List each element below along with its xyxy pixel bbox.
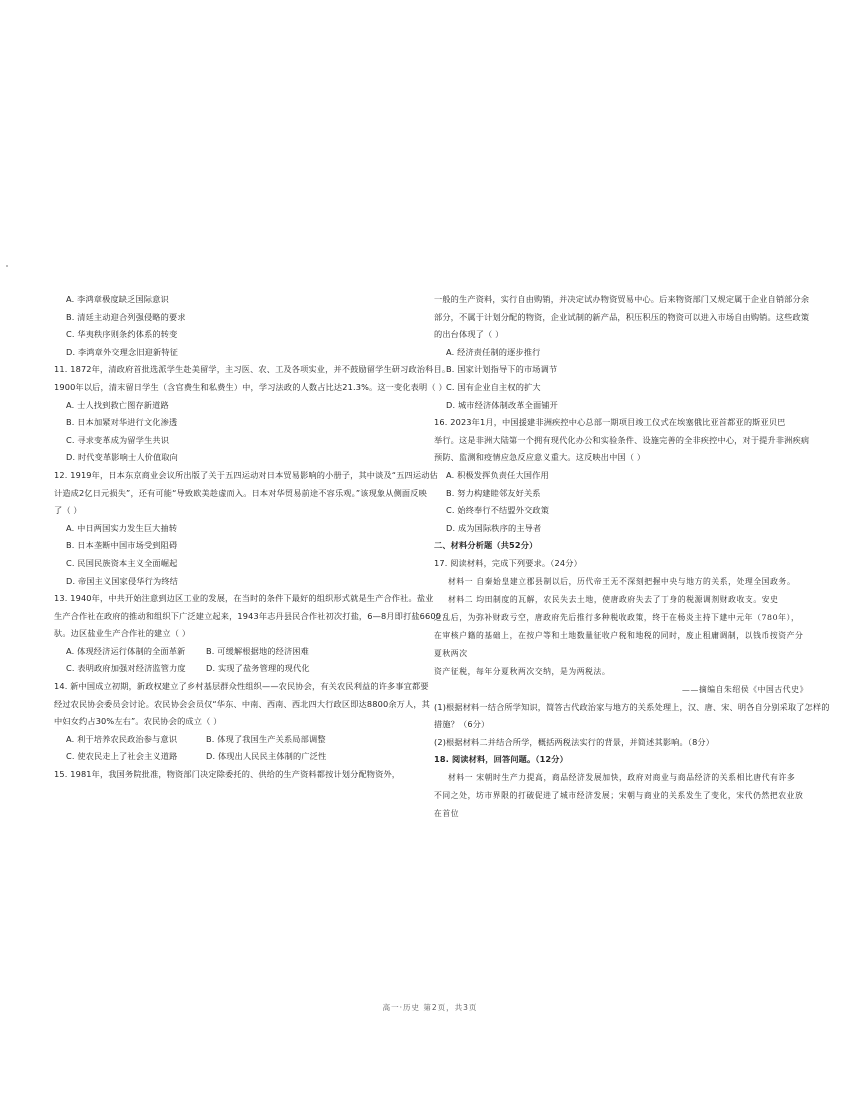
- q13-option-a: A. 体现经济运行体制的全面革新: [66, 645, 186, 656]
- section-title: 二、材料分析题（共52分）: [434, 540, 538, 551]
- q17-material-2-line: 材料二 均田制度的瓦解，农民失去土地，使唐政府失去了丁身的税源调剂财政收支。安史: [448, 594, 779, 604]
- scan-speck: [6, 265, 8, 267]
- q11-stem-line: 11. 1872年，清政府首批选派学生赴美留学，主习医、农、工及各项实业，并不鼓励留学生研习政治科目。: [54, 364, 451, 375]
- q16-option-b: B. 努力构建睦邻友好关系: [446, 487, 541, 498]
- q18-material-line: 不同之处，坊市界限的打破促进了城市经济发展；宋朝与商业的关系发生了变化，宋代仍然把农业放在首位: [434, 790, 804, 818]
- q17-material-2-line: 之乱后，为弥补财政亏空，唐政府先后推行多种税收政策，终于在杨炎主持下建中元年（780年），: [434, 612, 800, 622]
- right-column: [434, 291, 830, 823]
- q16-option-c: C. 始终奉行不结盟外交政策: [446, 505, 550, 516]
- q10-option-b: B. 清廷主动迎合列强侵略的要求: [66, 311, 186, 322]
- q11-stem-line: 1900年以后，清末留日学生（含官费生和私费生）中，学习法政的人数占比达21.3%。这一变化表明（ ）: [54, 381, 447, 392]
- q18-stem: 18. 阅读材料，回答问题。（12分）: [434, 754, 568, 765]
- q14-stem-line: 中妇女约占30%左右”。农民协会的成立（ ）: [54, 716, 222, 727]
- q17-material-1: 材料一 自秦始皇建立郡县制以后，历代帝王无不深刻把握中央与地方的关系，处理全国政务。: [448, 576, 796, 586]
- q14-options-row: [54, 731, 420, 749]
- q10-option-d: D. 李鸿章外交理念旧迎新特征: [66, 346, 179, 357]
- q14-stem-line: 经过农民协会委员会讨论。农民协会会员仅“华东、中南、西南、西北四大行政区即达8800余万人，其: [54, 698, 431, 709]
- q17-sub-question-1: (1)根据材料一结合所学知识，简答古代政治家与地方的关系处理上，汉、唐、宋、明各自分别采取了怎样的: [434, 701, 830, 712]
- q15-stem-line: 部分，不属于计划分配的物资，企业试制的新产品，积压积压的物资可以进入市场自由购销。这些政策: [434, 311, 810, 322]
- q16-option-d: D. 成为国际秩序的主导者: [446, 522, 542, 533]
- q14-options-row: [54, 748, 420, 766]
- q15-option-a: A. 经济责任制的逐步推行: [446, 346, 541, 357]
- q15-option-c: C. 国有企业自主权的扩大: [446, 381, 541, 392]
- q17-sub-question-1: 措施？（6分）: [434, 719, 490, 730]
- material-source: ——摘编自朱绍侯《中国古代史》: [682, 684, 808, 694]
- q13-stem-line: 驮。边区盐业生产合作社的建立（ ）: [54, 628, 191, 639]
- q10-option-c: C. 华夷秩序则条约体系的转变: [66, 329, 178, 340]
- q14-option-c: C. 使农民走上了社会主义道路: [66, 751, 178, 762]
- q17-stem: 17. 阅读材料，完成下列要求。（24分）: [434, 557, 582, 568]
- q16-option-a: A. 积极发挥负责任大国作用: [446, 469, 549, 480]
- q15-option-d: D. 城市经济体制改革全面铺开: [446, 399, 559, 410]
- q11-option-c: C. 寻求变革成为留学生共识: [66, 434, 170, 445]
- q13-option-b: B. 可缓解根据地的经济困难: [206, 645, 309, 656]
- q13-options-row: [54, 660, 420, 678]
- q17-sub-question-2: (2)根据材料二并结合所学，概括两税法实行的背景，并简述其影响。（8分）: [434, 736, 715, 747]
- q13-option-c: C. 表明政府加强对经济监管力度: [66, 663, 186, 674]
- q12-option-c: C. 民国民族资本主义全面崛起: [66, 557, 178, 568]
- q16-stem-line: 预防、监测和疫情应急反应意义重大。这反映出中国（ ）: [434, 452, 646, 463]
- q11-option-b: B. 日本加紧对华进行文化渗透: [66, 417, 178, 428]
- q12-option-a: A. 中日两国实力发生巨大抽转: [66, 522, 178, 533]
- q14-option-d: D. 体现出人民民主体制的广泛性: [206, 751, 327, 762]
- q12-option-d: D. 帝国主义国家侵华行为终结: [66, 575, 179, 586]
- q18-material-line: 材料一 宋朝时生产力提高，商品经济发展加快，政府对商业与商品经济的关系相比唐代有许多: [448, 772, 796, 782]
- left-column: [54, 291, 451, 784]
- q13-stem-line: 生产合作社在政府的推动和组织下广泛建立起来，1943年志丹县民合作社初次打盐，6—8月即打盐6600: [54, 610, 442, 621]
- q16-stem-line: 16. 2023年1月，中国援建非洲疾控中心总部一期项目竣工仪式在埃塞俄比亚首都亚的斯亚贝巴: [434, 417, 786, 428]
- q13-stem-line: 13. 1940年，中共开始注意到边区工业的发展，在当时的条件下最好的组织形式就是生产合作社。盐业: [54, 593, 434, 604]
- q16-stem-line: 举行。这是非洲大陆第一个拥有现代化办公和实验条件、设施完善的全非疾控中心，对于提升非洲疾病: [434, 434, 810, 445]
- q15-stem-line: 15. 1981年，我国务院批准，物资部门决定除委托的、供给的生产资料都按计划分配物资外，: [54, 769, 401, 780]
- q14-stem-line: 14. 新中国成立初期，新政权建立了乡村基层群众性组织——农民协会，有关农民利益的许多事宜都要: [54, 681, 429, 692]
- q17-material-2-line: 在审核户籍的基础上，在按户等和土地数量征收户税和地税的同时，废止租庸调制，以钱币按资产分夏秋两次: [434, 630, 804, 658]
- q15-option-b: B. 国家计划指导下的市场调节: [446, 364, 558, 375]
- q12-stem-line: 了（ ）: [54, 505, 82, 516]
- q17-material-2-line: 资产征税，每年分夏秋两次交纳，是为两税法。: [434, 666, 611, 676]
- q12-stem-line: 计造成2亿日元损失”，还有可能“导致欧美趁虚而入。日本对华贸易前途不容乐观。”该现象从侧面反映: [54, 487, 427, 498]
- q10-option-a: A. 李鸿章极度缺乏国际意识: [66, 294, 169, 304]
- q14-option-b: B. 体现了我国生产关系局部调整: [206, 733, 326, 744]
- q12-option-b: B. 日本垄断中国市场受到阻碍: [66, 540, 178, 551]
- q11-option-a: A. 士人找到救亡图存新道路: [66, 399, 169, 410]
- q15-stem-line: 的出台体现了（ ）: [434, 329, 504, 340]
- q13-option-d: D. 实现了盐务管理的现代化: [206, 663, 310, 674]
- q13-options-row: [54, 643, 420, 661]
- q15-stem-line: 一般的生产资料，实行自由购销，并决定试办物资贸易中心。后来物资部门又规定属于企业自销部分余: [434, 294, 810, 304]
- q12-stem-line: 12. 1919年，日本东京商业会议所出版了关于五四运动对日本贸易影响的小册子，其中谈及“五四运动估: [54, 469, 438, 480]
- q11-option-d: D. 时代变革影响士人价值取向: [66, 452, 179, 463]
- q14-option-a: A. 利于培养农民政治参与意识: [66, 733, 178, 744]
- page-footer: 高一·历史 第2页，共3页: [382, 1003, 478, 1012]
